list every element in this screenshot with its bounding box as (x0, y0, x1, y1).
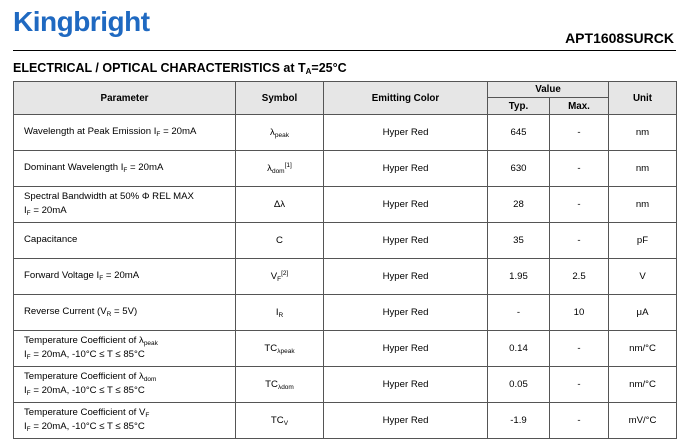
emitting-color-cell: Hyper Red (324, 259, 488, 295)
symbol-sub: dom (271, 168, 285, 175)
param-text-rest: = 20mA (160, 125, 197, 137)
header-value: Value (488, 82, 609, 98)
symbol-cell (236, 259, 324, 295)
param-text: Spectral Bandwidth at 50% Φ REL MAX (24, 190, 194, 202)
param-sub: F (99, 274, 104, 282)
param-text-rest: = 20mA (103, 269, 140, 281)
max-cell: - (550, 223, 609, 259)
emitting-color-cell: Hyper Red (324, 115, 488, 151)
param-cond: I (24, 204, 27, 216)
unit-cell: nm/°C (609, 331, 677, 367)
param-text: Temperature Coefficient of V (24, 406, 146, 418)
symbol-text: TC (265, 379, 278, 390)
param-cond-sub: F (26, 425, 31, 433)
section-title (13, 61, 347, 76)
symbol-text: TC (264, 343, 278, 354)
unit-cell: nm (609, 115, 677, 151)
symbol-sub: peak (274, 132, 289, 139)
unit-cell: nm (609, 151, 677, 187)
parameter-cell (14, 403, 236, 439)
header-emitting-color: Emitting Color (324, 82, 488, 115)
header-divider (13, 50, 676, 51)
table-body (14, 115, 677, 439)
header-typ: Typ. (488, 98, 550, 115)
table-row (14, 331, 677, 367)
parameter-cell (14, 151, 236, 187)
param-text: Temperature Coefficient of λ (24, 370, 144, 382)
symbol-cell (236, 331, 324, 367)
table-row (14, 403, 677, 439)
symbol-text: λ (267, 163, 272, 174)
unit-cell: pF (609, 223, 677, 259)
unit-cell: μA (609, 295, 677, 331)
emitting-color-cell: Hyper Red (324, 223, 488, 259)
param-cond-rest: = 20mA, -10°C ≤ T ≤ 85°C (30, 348, 145, 360)
param-text: Temperature Coefficient of λ (24, 334, 144, 346)
param-sub: peak (143, 339, 158, 347)
max-cell: - (550, 187, 609, 223)
typ-cell: 0.05 (488, 367, 550, 403)
param-sub: F (156, 130, 161, 138)
parameter-cell (14, 367, 236, 403)
symbol-cell (236, 115, 324, 151)
emitting-color-cell: Hyper Red (324, 403, 488, 439)
table-row (14, 367, 677, 403)
parameter-cell (14, 187, 236, 223)
symbol-sub: λdom (277, 384, 294, 391)
typ-cell: -1.9 (488, 403, 550, 439)
param-cond: I (24, 348, 27, 360)
symbol-text: C (276, 235, 283, 246)
param-cond: I (24, 384, 27, 396)
unit-cell: V (609, 259, 677, 295)
param-sub: dom (143, 375, 157, 383)
param-text: Wavelength at Peak Emission I (24, 125, 157, 137)
table-row (14, 187, 677, 223)
symbol-text: λ (270, 127, 275, 138)
param-sub: R (106, 310, 112, 318)
param-cond-rest: = 20mA (30, 204, 67, 216)
typ-cell: 35 (488, 223, 550, 259)
symbol-text: TC (270, 415, 284, 426)
unit-cell: nm/°C (609, 367, 677, 403)
table-row (14, 259, 677, 295)
emitting-color-cell: Hyper Red (324, 331, 488, 367)
section-title-condition: =25°C (311, 61, 347, 75)
parameter-cell (14, 259, 236, 295)
characteristics-table (13, 81, 677, 439)
unit-cell: nm (609, 187, 677, 223)
param-sub: F (123, 166, 128, 174)
header-unit: Unit (609, 82, 677, 115)
symbol-cell (236, 151, 324, 187)
param-text: Capacitance (24, 233, 78, 245)
symbol-cell (236, 223, 324, 259)
parameter-cell (14, 115, 236, 151)
section-title-text: ELECTRICAL / OPTICAL CHARACTERISTICS at T (13, 61, 306, 75)
param-cond-rest: = 20mA, -10°C ≤ T ≤ 85°C (30, 420, 145, 432)
max-cell: - (550, 367, 609, 403)
emitting-color-cell: Hyper Red (324, 367, 488, 403)
parameter-cell (14, 331, 236, 367)
header-max: Max. (550, 98, 609, 115)
emitting-color-cell: Hyper Red (324, 187, 488, 223)
symbol-cell (236, 295, 324, 331)
table-row (14, 295, 677, 331)
symbol-cell (236, 403, 324, 439)
param-text: Dominant Wavelength I (24, 161, 124, 173)
param-text: Reverse Current (V (24, 305, 107, 317)
symbol-note: [1] (284, 162, 292, 169)
brand-logo: Kingbright (13, 6, 150, 37)
typ-cell: 28 (488, 187, 550, 223)
section-title-subscript: A (305, 67, 312, 76)
param-cond: I (24, 420, 27, 432)
param-cond-rest: = 20mA, -10°C ≤ T ≤ 85°C (30, 384, 145, 396)
typ-cell: 645 (488, 115, 550, 151)
symbol-sub: R (278, 312, 284, 319)
parameter-cell (14, 295, 236, 331)
header-symbol: Symbol (236, 82, 324, 115)
max-cell: - (550, 115, 609, 151)
symbol-cell (236, 187, 324, 223)
symbol-sub: F (277, 276, 282, 283)
parameter-cell (14, 223, 236, 259)
max-cell: - (550, 151, 609, 187)
param-sub: F (145, 411, 150, 419)
max-cell: - (550, 331, 609, 367)
header-parameter: Parameter (14, 82, 236, 115)
max-cell: 10 (550, 295, 609, 331)
typ-cell: 1.95 (488, 259, 550, 295)
emitting-color-cell: Hyper Red (324, 151, 488, 187)
symbol-text: I (275, 307, 279, 318)
table-row (14, 151, 677, 187)
table-row (14, 223, 677, 259)
part-number: APT1608SURCK (565, 30, 674, 46)
typ-cell: 630 (488, 151, 550, 187)
max-cell: - (550, 403, 609, 439)
symbol-sub: V (283, 420, 289, 427)
param-text: Forward Voltage I (24, 269, 100, 281)
emitting-color-cell: Hyper Red (324, 295, 488, 331)
unit-cell: mV/°C (609, 403, 677, 439)
param-text-rest: = 20mA (127, 161, 164, 173)
param-cond-sub: F (26, 389, 31, 397)
typ-cell: 0.14 (488, 331, 550, 367)
max-cell: 2.5 (550, 259, 609, 295)
symbol-text: Δλ (273, 199, 286, 210)
symbol-note: [2] (281, 270, 289, 277)
param-cond-sub: F (26, 209, 31, 217)
symbol-sub: λpeak (277, 348, 295, 355)
table-row (14, 115, 677, 151)
param-cond-sub: F (26, 353, 31, 361)
param-text-rest: = 5V) (111, 305, 138, 317)
symbol-cell (236, 367, 324, 403)
symbol-text: V (270, 271, 278, 282)
typ-cell: - (488, 295, 550, 331)
